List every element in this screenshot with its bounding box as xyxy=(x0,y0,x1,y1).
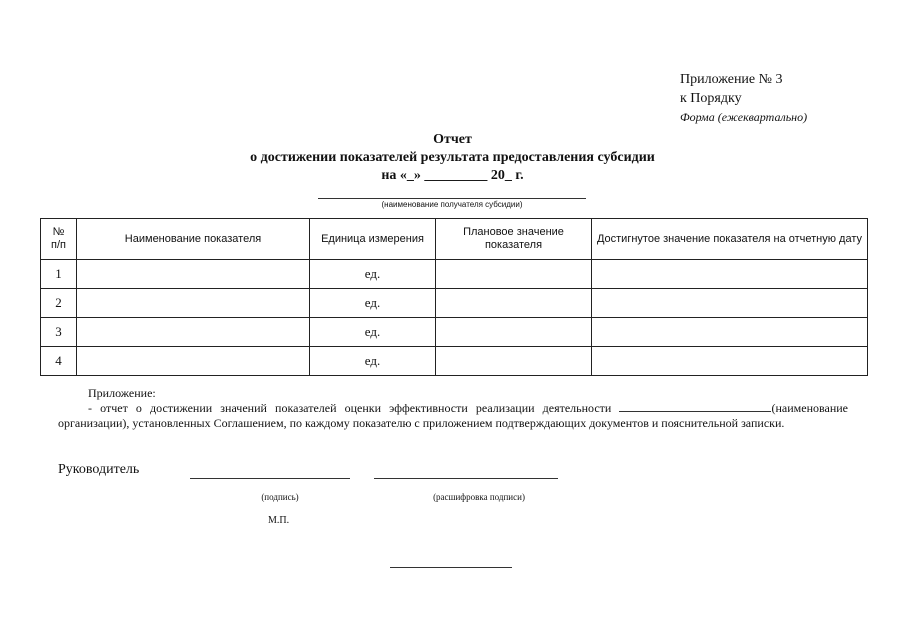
indicators-table xyxy=(40,218,868,376)
row-fact-cell xyxy=(592,260,868,289)
row-num: 2 xyxy=(41,289,77,318)
header-num xyxy=(41,219,77,260)
header-name: Наименование показателя xyxy=(77,219,310,260)
form-frequency: Форма (ежеквартально) xyxy=(680,110,808,124)
appendix-text-end: (наименование организации), установленных Соглашением, по каждому показателю с приложением подтверждающих документов и пояснительной записки. xyxy=(58,401,848,430)
appendix-text xyxy=(58,401,848,431)
header-unit: Единица измерения xyxy=(310,219,436,260)
header-num-label: № п/п xyxy=(51,226,66,251)
signature-line xyxy=(190,478,350,479)
row-name-cell xyxy=(77,318,310,347)
row-plan-cell xyxy=(436,289,592,318)
recipient-name-line xyxy=(318,198,586,199)
document-subtitle: о достижении показателей результата предоставления субсидии xyxy=(250,150,655,165)
bottom-line xyxy=(390,567,512,568)
signature-decode-line xyxy=(374,478,558,479)
signature-caption: (подпись) xyxy=(261,492,299,502)
appendix-number: Приложение № 3 xyxy=(680,72,783,87)
table-row xyxy=(41,318,868,347)
table-row xyxy=(41,289,868,318)
recipient-caption: (наименование получателя субсидии) xyxy=(381,200,523,209)
report-date: на «_» _________ 20_ г. xyxy=(381,168,524,183)
row-num: 4 xyxy=(41,347,77,376)
table-header-row xyxy=(41,219,868,260)
document-title: Отчет xyxy=(433,132,472,147)
row-plan-cell xyxy=(436,347,592,376)
header-plan: Плановое значение показателя xyxy=(436,219,592,260)
header-fact: Достигнутое значение показателя на отчетную дату xyxy=(592,219,868,260)
appendix-heading: Приложение: xyxy=(88,386,156,400)
row-unit: ед. xyxy=(310,289,436,318)
organization-blank-line xyxy=(619,401,771,412)
head-label: Руководитель xyxy=(58,462,140,477)
stamp-place: М.П. xyxy=(268,515,290,526)
row-name-cell xyxy=(77,289,310,318)
row-unit: ед. xyxy=(310,260,436,289)
appendix-reference: к Порядку xyxy=(680,91,742,106)
row-unit: ед. xyxy=(310,318,436,347)
row-name-cell xyxy=(77,260,310,289)
row-plan-cell xyxy=(436,318,592,347)
row-num: 3 xyxy=(41,318,77,347)
table-row xyxy=(41,260,868,289)
appendix-text-start: - отчет о достижении значений показателей оценки эффективности реализации деятельности xyxy=(88,401,620,415)
row-fact-cell xyxy=(592,347,868,376)
row-fact-cell xyxy=(592,289,868,318)
row-fact-cell xyxy=(592,318,868,347)
appendix-section xyxy=(58,386,848,431)
row-num: 1 xyxy=(41,260,77,289)
table-row xyxy=(41,347,868,376)
row-name-cell xyxy=(77,347,310,376)
row-plan-cell xyxy=(436,260,592,289)
header-block xyxy=(680,70,807,127)
signature-decode-caption: (расшифровка подписи) xyxy=(433,492,525,502)
row-unit: ед. xyxy=(310,347,436,376)
